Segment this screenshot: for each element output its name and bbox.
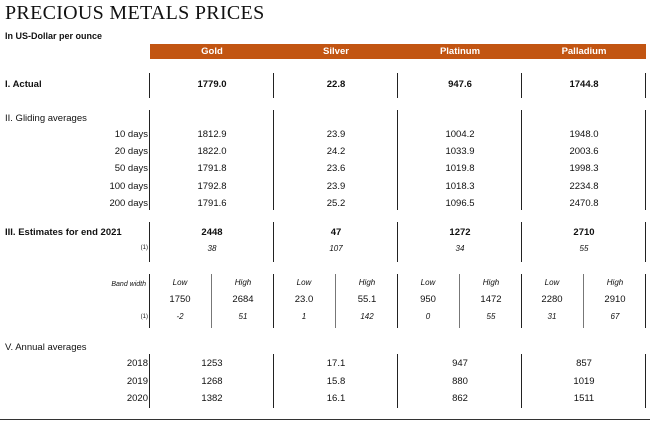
column-rule-0-3 — [521, 73, 522, 98]
column-rule-0-4 — [645, 73, 646, 98]
gliding-platinum: 1018.3 — [445, 180, 475, 192]
column-rule-4-2 — [397, 354, 398, 408]
gliding-gold: 1812.9 — [197, 129, 227, 140]
band-low-platinum: 950 — [420, 294, 436, 305]
band-high-pct-palladium: 67 — [610, 312, 620, 321]
estimate-palladium: 2710 — [573, 227, 595, 238]
gliding-gold: 1822.0 — [197, 146, 227, 158]
column-rule-4-3 — [521, 354, 522, 408]
page-title: PRECIOUS METALS PRICES — [5, 2, 265, 24]
gliding-silver: 23.9 — [326, 180, 346, 192]
annual-silver: 15.8 — [326, 375, 346, 387]
annual-row-label: 2019 — [126, 375, 148, 387]
band-low-gold: 1750 — [169, 294, 191, 305]
column-rule-1-2 — [397, 110, 398, 210]
column-rule-2-3 — [521, 222, 522, 262]
gliding-palladium: 2234.8 — [569, 180, 599, 192]
annual-silver: 16.1 — [326, 393, 346, 404]
band-low-palladium: 2280 — [541, 294, 563, 305]
gliding-row-label: 100 days — [109, 180, 148, 192]
gliding-row-label: 200 days — [109, 197, 148, 209]
gliding-platinum: 1019.8 — [445, 163, 475, 175]
estimate-gold: 2448 — [201, 227, 223, 238]
column-header-silver: Silver — [323, 46, 349, 57]
gliding-silver: 23.9 — [326, 129, 346, 140]
band-high-label-gold: High — [234, 278, 252, 287]
band-high-gold: 2684 — [232, 294, 254, 305]
actual-gold: 1779.0 — [197, 79, 227, 90]
column-rule-0-2 — [397, 73, 398, 98]
band-low-label-gold: Low — [172, 278, 188, 287]
column-rule-1-4 — [645, 110, 646, 210]
estimate-pct-palladium: 55 — [579, 244, 589, 253]
gliding-silver: 25.2 — [326, 197, 346, 209]
gliding-silver: 24.2 — [326, 146, 346, 158]
band-high-platinum: 1472 — [480, 294, 502, 305]
annual-gold: 1253 — [201, 358, 223, 369]
annual-silver: 17.1 — [326, 358, 346, 369]
annual-gold: 1268 — [201, 375, 223, 387]
annual-gold: 1382 — [201, 393, 223, 404]
column-rule-4-1 — [273, 354, 274, 408]
gliding-silver: 23.6 — [326, 163, 346, 175]
column-rule-1-0 — [149, 110, 150, 210]
estimate-pct-platinum: 34 — [455, 244, 465, 253]
gliding-row-label: 10 days — [114, 129, 148, 140]
column-rule-2-4 — [645, 222, 646, 262]
section-label-annual: V. Annual averages — [5, 342, 87, 353]
band-low-pct-gold: -2 — [176, 312, 184, 321]
gliding-row-label: 50 days — [114, 163, 148, 175]
gliding-platinum: 1096.5 — [445, 197, 475, 209]
column-header-bar — [150, 44, 646, 59]
estimate-pct-silver: 107 — [329, 244, 343, 253]
column-rule-4-0 — [149, 354, 150, 408]
annual-platinum: 862 — [452, 393, 468, 404]
annual-palladium: 857 — [576, 358, 592, 369]
gliding-gold: 1792.8 — [197, 180, 227, 192]
annual-palladium: 1019 — [573, 375, 595, 387]
band-high-pct-silver: 142 — [360, 312, 374, 321]
gliding-gold: 1791.6 — [197, 197, 227, 209]
column-rule-2-2 — [397, 222, 398, 262]
band-high-label-silver: High — [358, 278, 376, 287]
column-header-platinum: Platinum — [439, 46, 481, 57]
band-high-label-platinum: High — [482, 278, 500, 287]
band-width-label: Band width — [111, 281, 146, 288]
column-rule-1-1 — [273, 110, 274, 210]
annual-row-label: 2020 — [126, 393, 148, 404]
section-label-gliding: II. Gliding averages — [5, 113, 87, 124]
gliding-palladium: 1948.0 — [569, 129, 599, 140]
band-low-label-silver: Low — [296, 278, 312, 287]
column-rule-2-0 — [149, 222, 150, 262]
gliding-platinum: 1033.9 — [445, 146, 475, 158]
gliding-gold: 1791.8 — [197, 163, 227, 175]
bottom-rule — [0, 419, 650, 420]
column-rule-2-1 — [273, 222, 274, 262]
band-footnote-marker: (1) — [140, 314, 148, 320]
annual-platinum: 880 — [452, 375, 468, 387]
annual-palladium: 1511 — [573, 393, 595, 404]
band-low-pct-palladium: 31 — [547, 312, 557, 321]
column-header-gold: Gold — [201, 46, 223, 57]
actual-silver: 22.8 — [326, 79, 346, 90]
column-rule-4-4 — [645, 354, 646, 408]
column-header-palladium: Palladium — [561, 46, 607, 57]
actual-platinum: 947.6 — [448, 79, 472, 90]
actual-palladium: 1744.8 — [569, 79, 599, 90]
gliding-palladium: 1998.3 — [569, 163, 599, 175]
units-subtitle: In US-Dollar per ounce — [5, 31, 103, 41]
column-rule-1-3 — [521, 110, 522, 210]
band-high-pct-gold: 51 — [238, 312, 248, 321]
gliding-palladium: 2470.8 — [569, 197, 599, 209]
band-high-palladium: 2910 — [604, 294, 626, 305]
band-low-label-palladium: Low — [544, 278, 560, 287]
section-label-actual: I. Actual — [5, 79, 42, 90]
estimate-platinum: 1272 — [449, 227, 471, 238]
band-low-pct-platinum: 0 — [425, 312, 431, 321]
annual-row-label: 2018 — [126, 358, 148, 369]
gliding-row-label: 20 days — [114, 146, 148, 158]
estimates-footnote-marker: (1) — [140, 245, 148, 251]
band-high-silver: 55.1 — [357, 294, 377, 305]
annual-platinum: 947 — [452, 358, 468, 369]
estimate-pct-gold: 38 — [207, 244, 217, 253]
column-rule-0-1 — [273, 73, 274, 98]
estimate-silver: 47 — [330, 227, 342, 238]
column-rule-0-0 — [149, 73, 150, 98]
band-low-label-platinum: Low — [420, 278, 436, 287]
band-low-silver: 23.0 — [294, 294, 314, 305]
section-label-estimates: III. Estimates for end 2021 — [5, 227, 122, 238]
band-high-pct-platinum: 55 — [486, 312, 496, 321]
gliding-platinum: 1004.2 — [445, 129, 475, 140]
band-high-label-palladium: High — [606, 278, 624, 287]
gliding-palladium: 2003.6 — [569, 146, 599, 158]
band-low-pct-silver: 1 — [301, 312, 307, 321]
